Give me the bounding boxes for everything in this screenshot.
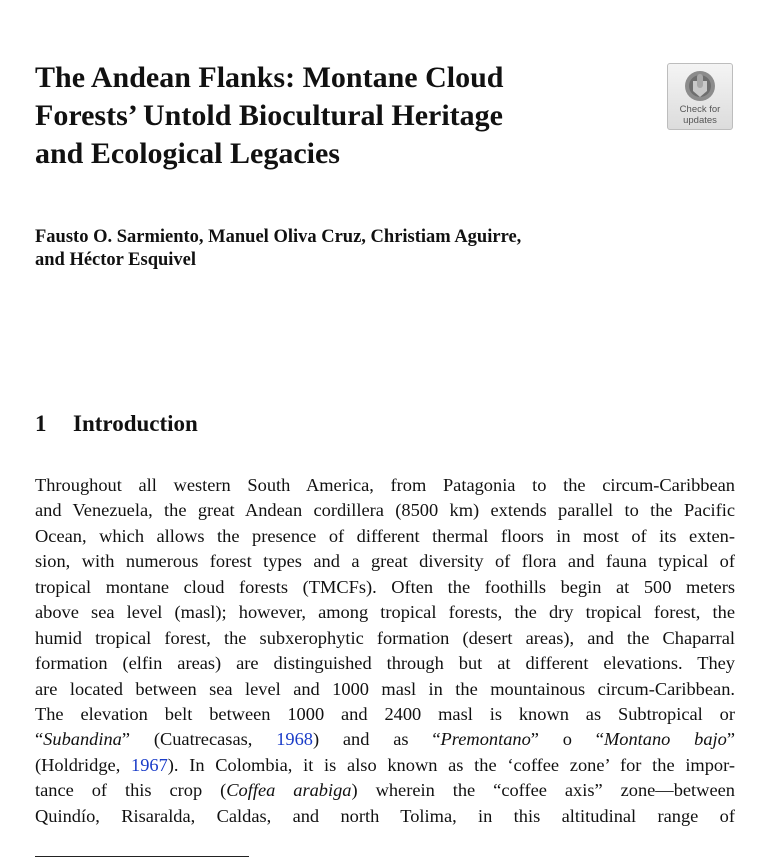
section-number: 1 xyxy=(35,411,47,436)
authors xyxy=(35,226,655,272)
crossmark-icon xyxy=(683,69,717,103)
body-line: above sea level (masl); however, among tropical forests, the dry tropical forest, the xyxy=(35,602,735,623)
check-for-updates-badge[interactable] xyxy=(667,63,733,130)
citation-link[interactable]: 1968 xyxy=(276,729,313,750)
section-title: Introduction xyxy=(73,411,198,436)
body-line: (Holdridge, 1967). In Colombia, it is also known as the ‘coffee zone’ for the impor- xyxy=(35,754,736,775)
body-line: tropical montane cloud forests (TMCFs). Often the foothills begin at 500 meters xyxy=(35,576,735,597)
body-line: formation (elfin areas) are distinguished through but at different elevations. They xyxy=(35,653,735,674)
title-line: The Andean Flanks: Montane Cloud xyxy=(35,61,504,94)
body-line: The elevation belt between 1000 and 2400 masl is known as Subtropical or xyxy=(35,703,735,724)
footnote-rule xyxy=(35,856,249,857)
title-line: Forests’ Untold Biocultural Heritage xyxy=(35,99,503,132)
body-line: Throughout all western South America, from Patagonia to the circum-Caribbean xyxy=(35,475,735,495)
body-line: humid tropical forest, the subxerophytic formation (desert areas), and the Chaparral xyxy=(35,627,735,648)
body-line: sion, with numerous forest types and a great diversity of flora and fauna typical of xyxy=(35,551,735,572)
body-paragraph xyxy=(35,473,735,829)
chapter-title xyxy=(35,59,635,173)
section-heading xyxy=(35,410,198,438)
body-line: are located between sea level and 1000 masl in the mountainous circum-Caribbean. xyxy=(35,678,735,699)
citation-link[interactable]: 1967 xyxy=(131,754,168,775)
body-line: tance of this crop (Coffea arabiga) wherein the “coffee axis” zone—between xyxy=(35,780,735,801)
badge-label-line2: updates xyxy=(683,115,717,126)
authors-line: and Héctor Esquivel xyxy=(35,250,197,270)
body-line: Quindío, Risaralda, Caldas, and north Tolima, in this altitudinal range of xyxy=(35,805,735,826)
body-line: and Venezuela, the great Andean cordillera (8500 km) extends parallel to the Pacific xyxy=(35,500,735,521)
body-line: “Subandina” (Cuatrecasas, 1968) and as “Premontano” o “Montano bajo” xyxy=(35,729,736,750)
badge-label-line1: Check for xyxy=(679,104,721,115)
body-line: Ocean, which allows the presence of different thermal floors in most of its exten- xyxy=(35,525,735,546)
authors-line: Fausto O. Sarmiento, Manuel Oliva Cruz, Christiam Aguirre, xyxy=(35,227,522,247)
title-line: and Ecological Legacies xyxy=(35,137,340,170)
